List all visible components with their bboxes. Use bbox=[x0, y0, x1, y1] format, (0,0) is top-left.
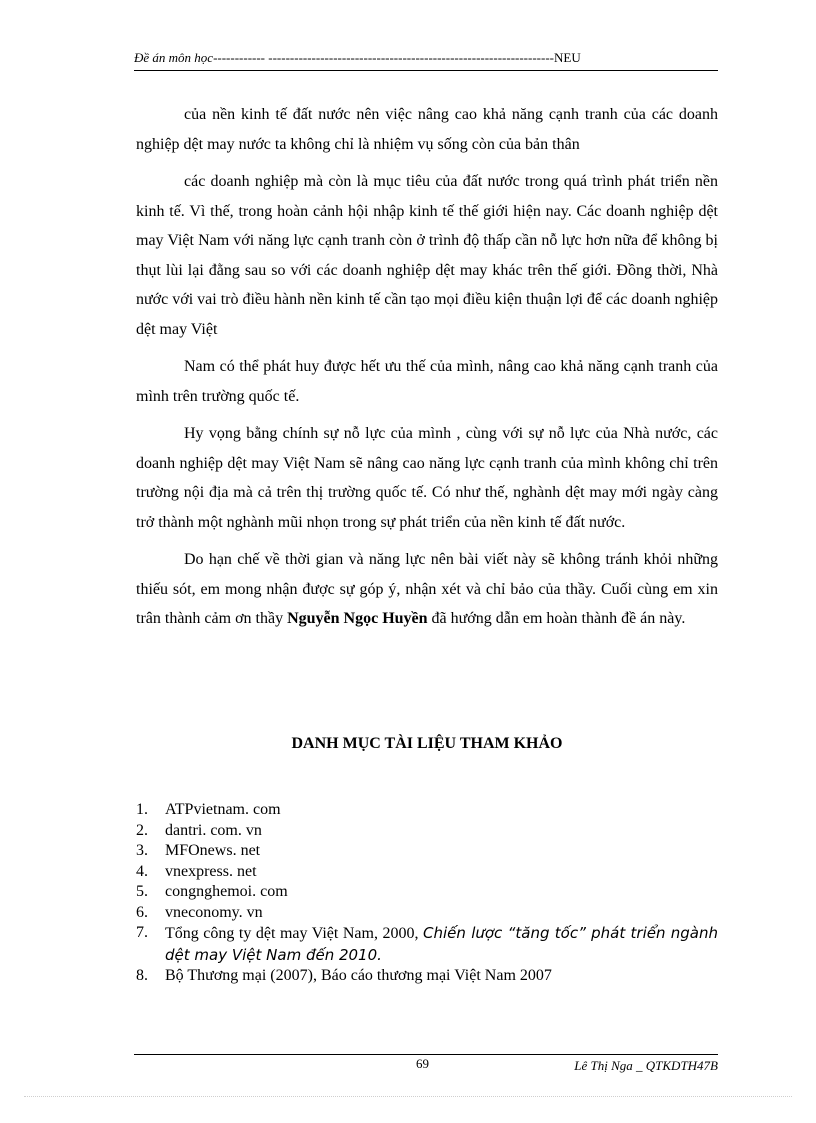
page-number: 69 bbox=[416, 1056, 429, 1071]
references-list bbox=[136, 800, 718, 987]
paragraph-4: Hy vọng bằng chính sự nỗ lực của mình , cùng với sự nỗ lực của Nhà nước, các doanh nghiệp dệt may Việt Nam sẽ nâng cao năng lực cạnh tranh của mình không chỉ trên trường nội địa mà cả trên thị trường quốc tế. Có như thế, nghành dệt may mới ngày càng trở thành một nghành mũi nhọn trong sự phát triển của nền kinh tế đất nước. bbox=[136, 425, 718, 531]
reference-title: Chiến lược “tăng tốc” phát triển ngành dệt may Việt Nam đến 2010. bbox=[165, 924, 719, 964]
header-right: NEU bbox=[554, 50, 581, 65]
paragraph-closing bbox=[136, 545, 718, 634]
closing-tail: đã hướng dẫn em hoàn thành đề án này. bbox=[431, 610, 686, 627]
reference-item: 6. vneconomy. vn bbox=[136, 903, 263, 921]
references-title: DANH MỤC TÀI LIỆU THAM KHẢO bbox=[291, 735, 563, 752]
reference-item: 7. Tổng công ty dệt may Việt Nam, 2000, Chiến lược “tăng tốc” phát triển ngành dệt may Việt Nam đến 2010. bbox=[136, 924, 719, 964]
reference-item: 4. vnexpress. net bbox=[136, 862, 257, 880]
reference-item: 2. dantri. com. vn bbox=[136, 821, 262, 839]
paragraph-3: Nam có thể phát huy được hết ưu thế của mình, nâng cao khả năng cạnh tranh của mình trên trường quốc tế. bbox=[136, 358, 718, 405]
footer-rule bbox=[134, 1054, 718, 1055]
reference-author: Tổng công ty dệt may Việt Nam, 2000, bbox=[165, 925, 419, 942]
reference-item: 8. Bộ Thương mại (2007), Báo cáo thương mại Việt Nam 2007 bbox=[136, 967, 552, 984]
closing-text: Do hạn chế về thời gian và năng lực nên bài viết này sẽ không tránh khỏi những thiếu sót, em mong nhận được sự góp ý, nhận xét và chỉ bảo của thầy. Cuối cùng em xin trân thành cảm ơn thầy bbox=[136, 551, 718, 627]
paragraph-2: các doanh nghiệp mà còn là mục tiêu của đất nước trong quá trình phát triển nền kinh tế. Vì thế, trong hoàn cảnh hội nhập kinh tế thế giới hiện nay. Các doanh nghiệp dệt may Việt Nam với năng lực cạnh tranh còn ở trình độ thấp cần nỗ lực hơn nữa để không bị thụt lùi lại đằng sau so với các doanh nghiệp dệt may khác trên thế giới. Đồng thời, Nhà nước với vai trò điều hành nền kinh tế cần tạo mọi điều kiện thuận lợi để các doanh nghiệp dệt may Việt bbox=[136, 173, 718, 338]
document-body bbox=[136, 100, 718, 642]
page-header bbox=[134, 50, 718, 66]
reference-item: 1. ATPvietnam. com bbox=[136, 801, 281, 818]
header-rule bbox=[134, 70, 718, 71]
page-bottom-dotted-line bbox=[24, 1096, 792, 1097]
advisor-name: Nguyễn Ngọc Huyền bbox=[287, 610, 428, 627]
reference-item: 5. congnghemoi. com bbox=[136, 883, 288, 900]
reference-item: 3. MFOnews. net bbox=[136, 842, 261, 859]
footer-author: Lê Thị Nga _ QTKDTH47B bbox=[574, 1058, 718, 1073]
header-left: Đề án môn học------------ ------------------------------------------------------------------ bbox=[134, 50, 554, 65]
paragraph-1: của nền kinh tế đất nước nên việc nâng cao khả năng cạnh tranh của các doanh nghiệp dệt may nước ta không chỉ là nhiệm vụ sống còn của bản thân bbox=[136, 106, 718, 153]
